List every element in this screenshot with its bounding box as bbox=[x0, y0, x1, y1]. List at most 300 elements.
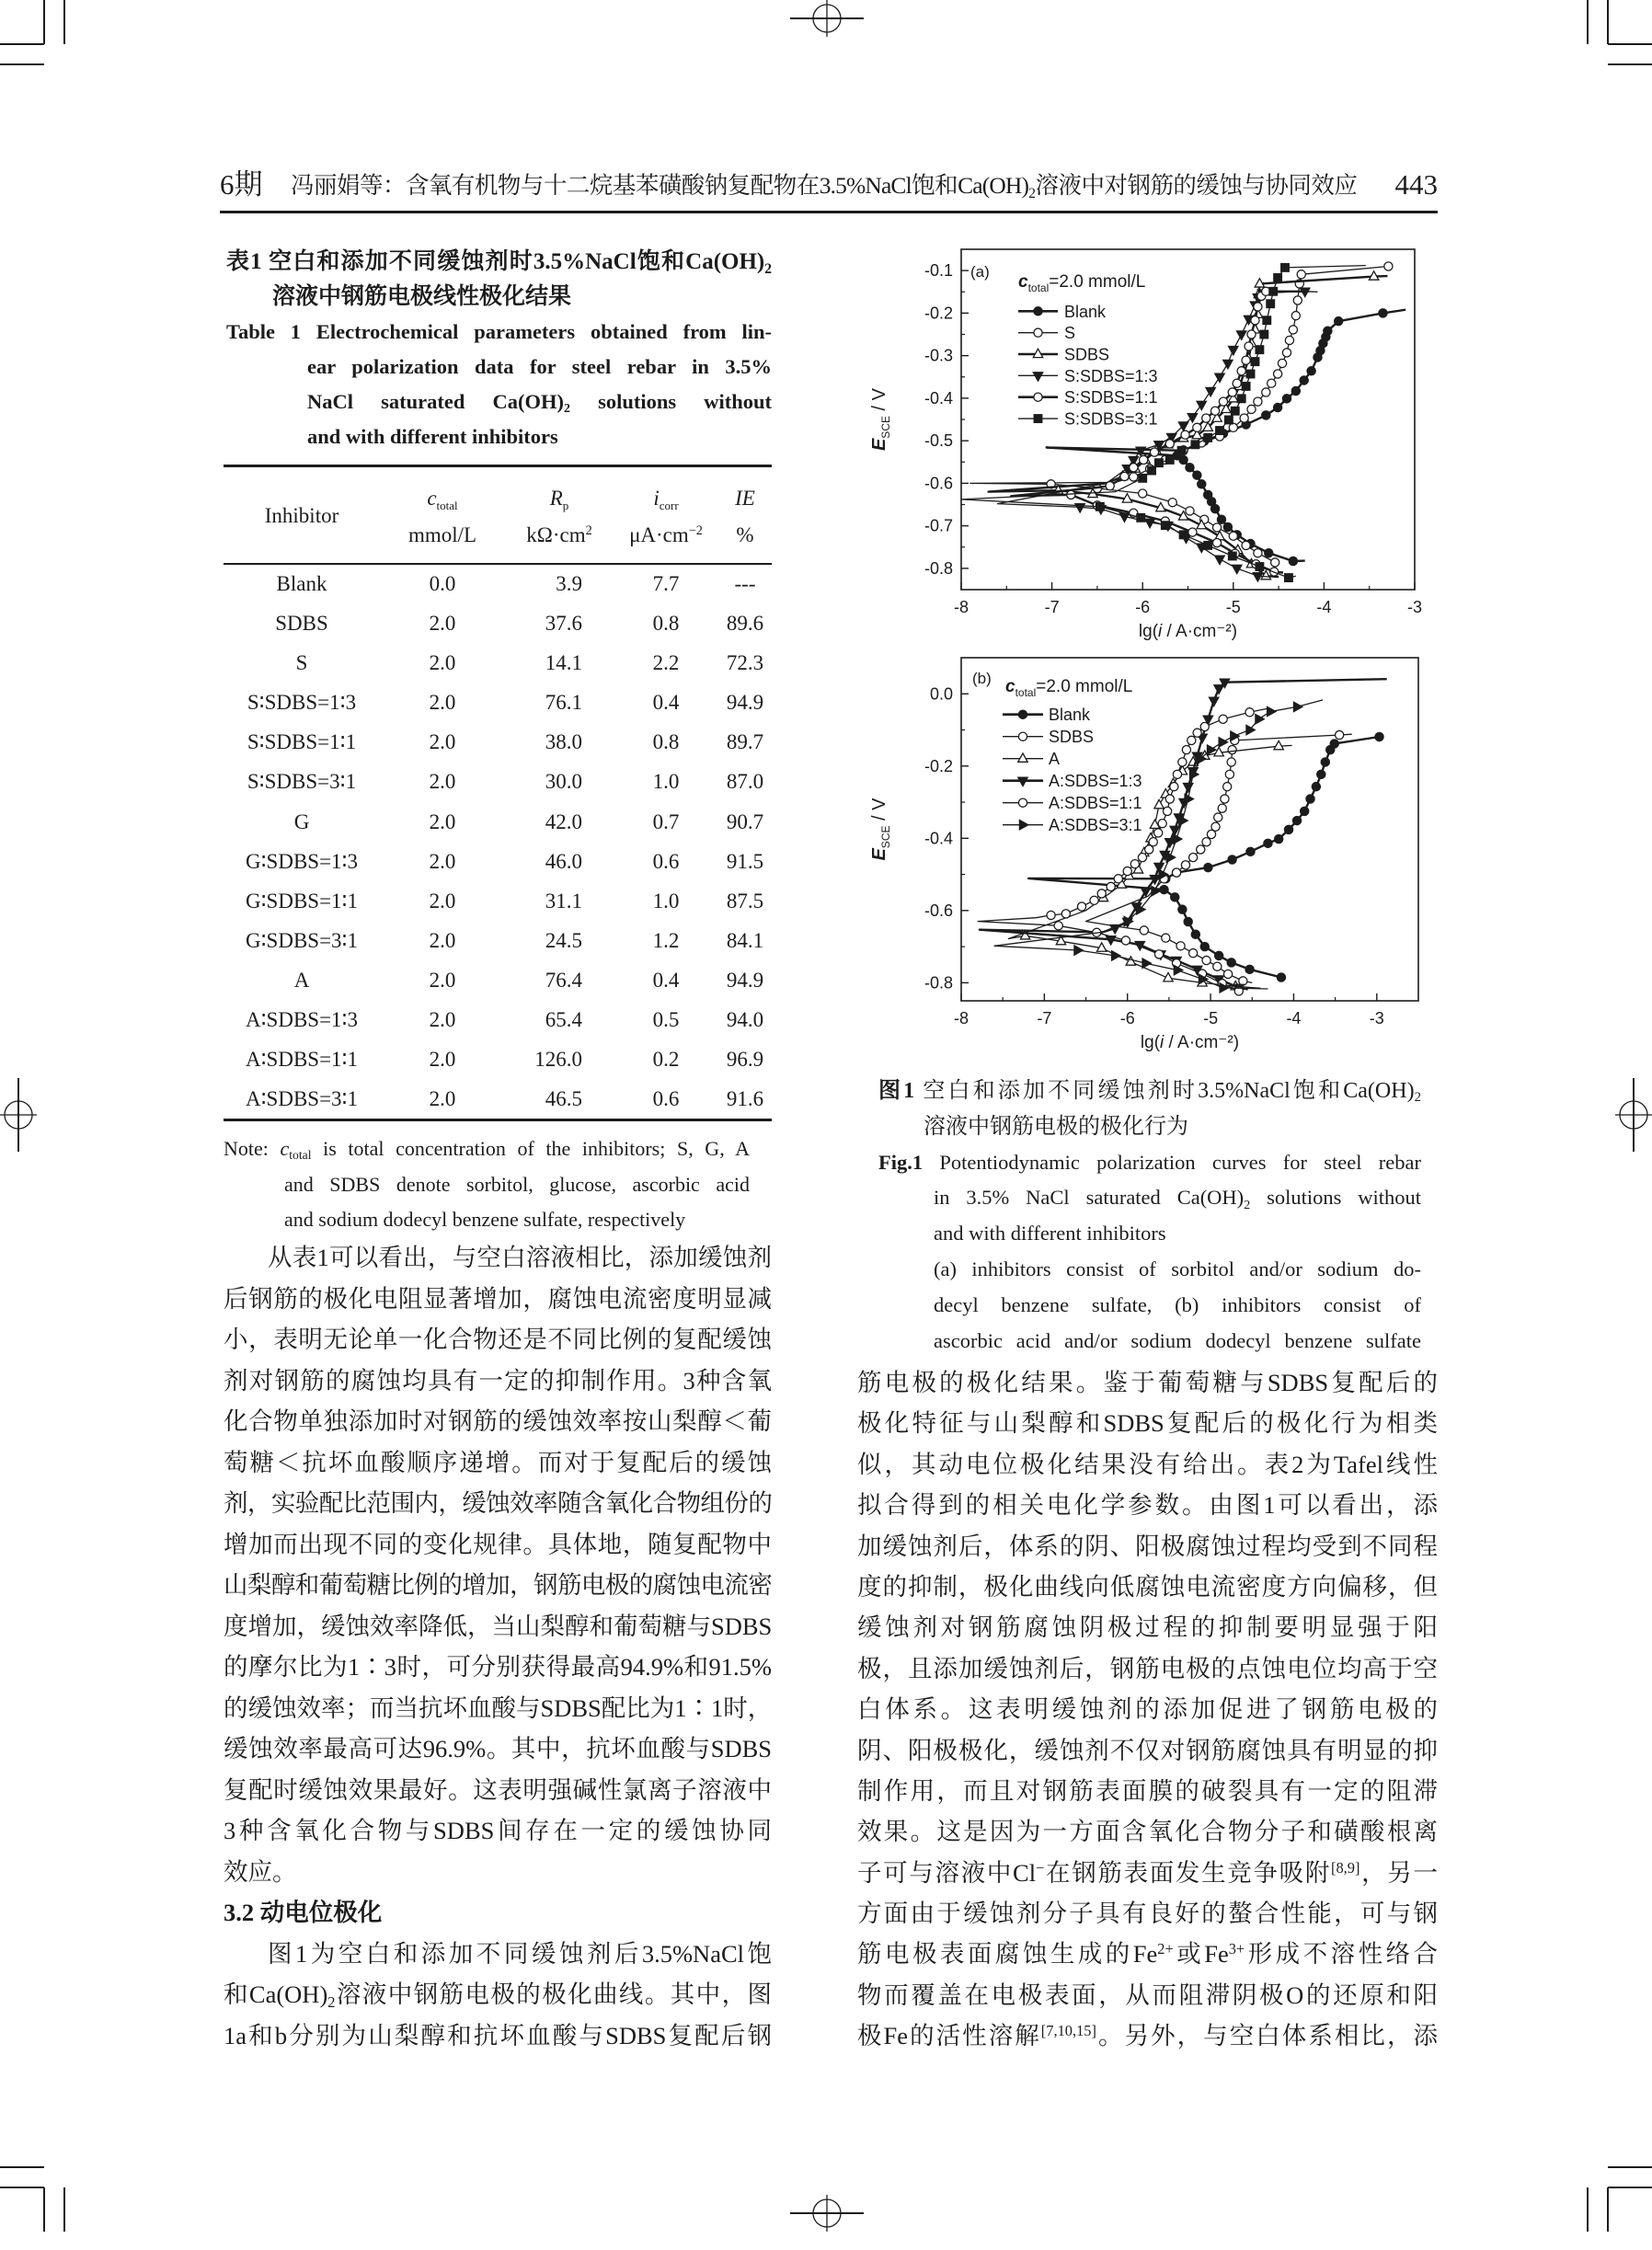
table-caption bbox=[226, 245, 772, 454]
label-part: lg( bbox=[1138, 622, 1159, 641]
circle-marker-icon bbox=[1274, 370, 1282, 378]
subscript: total bbox=[289, 1148, 312, 1163]
table-bottom-rule bbox=[224, 1119, 772, 1121]
circle-marker-icon bbox=[1181, 861, 1189, 869]
body-line: 复配时缓蚀效果最好。这表明强碱性氯离子溶液中 bbox=[224, 1775, 772, 1804]
text-segment: 和Ca(OH) bbox=[224, 1980, 328, 2008]
cell-rp: 76.4 bbox=[545, 968, 582, 992]
label-part: =2.0 mmol/L bbox=[1036, 677, 1133, 696]
circle-marker-icon bbox=[1018, 732, 1027, 740]
triangle-down-marker-icon bbox=[1214, 685, 1223, 694]
subscript: 2 bbox=[1244, 1198, 1251, 1212]
header-icorr-unit bbox=[614, 517, 718, 554]
header-inhibitor: Inhibitor bbox=[264, 504, 339, 527]
triangle-down-marker-icon bbox=[1033, 373, 1042, 381]
cell-c-total: 0.0 bbox=[429, 572, 456, 595]
y-tick-label: -0.4 bbox=[924, 388, 953, 408]
cell-inhibitor: A∶SDBS=1∶1 bbox=[245, 1048, 359, 1072]
figure-label: 图1 bbox=[878, 1079, 915, 1103]
superscript: −2 bbox=[688, 523, 703, 539]
citation: [7,10,15] bbox=[1040, 2022, 1096, 2040]
table-row bbox=[224, 802, 772, 842]
label-part: / V bbox=[869, 798, 889, 826]
square-marker-icon bbox=[1285, 574, 1293, 582]
square-marker-icon bbox=[1034, 415, 1042, 423]
circle-marker-icon bbox=[1198, 480, 1206, 488]
header-rp-unit bbox=[505, 517, 614, 554]
circle-marker-icon bbox=[1150, 448, 1158, 456]
cell-icorr: 7.7 bbox=[652, 572, 680, 595]
circle-marker-icon bbox=[1254, 549, 1262, 557]
cell-rp: 37.6 bbox=[545, 612, 582, 636]
circle-marker-icon bbox=[1227, 758, 1235, 766]
subscript: 2 bbox=[327, 1992, 336, 2011]
circle-marker-icon bbox=[1186, 507, 1194, 515]
cell-ie: 94.9 bbox=[726, 691, 764, 715]
square-marker-icon bbox=[1260, 330, 1268, 339]
citation: [8,9] bbox=[1331, 1858, 1360, 1877]
body-line: 剂，实验配比范围内，缓蚀效率随含氧化合物组份的 bbox=[224, 1489, 772, 1517]
caption-line: 溶液中钢筋电极线性极化结果 bbox=[272, 284, 572, 309]
text-segment: 子可与溶液中Cl bbox=[857, 1858, 1037, 1887]
superscript: − bbox=[1036, 1858, 1045, 1877]
cell-c-total: 2.0 bbox=[429, 928, 456, 952]
circle-marker-icon bbox=[1271, 558, 1279, 567]
series-line-s-sdbs-1-3 bbox=[997, 292, 1317, 577]
square-marker-icon bbox=[1162, 522, 1170, 530]
y-axis-label bbox=[869, 387, 892, 451]
crop-mark bbox=[1607, 2187, 1609, 2232]
symbol: c bbox=[427, 487, 437, 510]
registration-mark-icon bbox=[0, 1078, 55, 1152]
square-marker-icon bbox=[1281, 264, 1290, 272]
circle-marker-icon bbox=[1067, 490, 1075, 499]
circle-marker-icon bbox=[1140, 455, 1148, 464]
legend-label: S:SDBS=3:1 bbox=[1064, 409, 1158, 429]
text-segment: NaCl saturated Ca(OH) bbox=[307, 390, 564, 413]
body-text-right-column bbox=[857, 1362, 1438, 2057]
body-line: 似，其动电位极化结果没有给出。表2为Tafel线性 bbox=[857, 1450, 1438, 1478]
x-axis-label bbox=[1139, 622, 1237, 641]
circle-marker-icon bbox=[1247, 405, 1256, 413]
label-part: c bbox=[1018, 272, 1028, 292]
circle-marker-icon bbox=[1245, 342, 1253, 350]
circle-marker-icon bbox=[1120, 472, 1129, 480]
body-line: 剂对钢筋的腐蚀均具有一定的抑制作用。3种含氧 bbox=[224, 1366, 772, 1395]
circle-marker-icon bbox=[1214, 813, 1222, 821]
x-tick-label: -4 bbox=[1286, 1009, 1302, 1027]
circle-marker-icon bbox=[1245, 965, 1254, 973]
circle-marker-icon bbox=[1204, 864, 1212, 872]
legend-item bbox=[1018, 410, 1158, 429]
body-line: 图1为空白和添加不同缓蚀剂后3.5%NaCl饱 bbox=[268, 1939, 772, 1968]
circle-marker-icon bbox=[1034, 307, 1042, 316]
cell-icorr: 0.4 bbox=[652, 968, 680, 992]
triangle-down-marker-icon bbox=[1215, 556, 1224, 564]
y-tick-label: -0.4 bbox=[924, 829, 953, 848]
x-axis-label bbox=[1141, 1033, 1239, 1052]
circle-marker-icon bbox=[1034, 393, 1042, 401]
circle-marker-icon bbox=[1213, 962, 1222, 970]
circle-marker-icon bbox=[1336, 730, 1344, 739]
legend-label: A:SDBS=3:1 bbox=[1049, 816, 1142, 835]
x-tick-label: -7 bbox=[1044, 598, 1060, 616]
table-header bbox=[224, 467, 772, 563]
caption-line: and with different inhibitors bbox=[934, 1222, 1166, 1246]
text-segment: 表1 空白和添加不同缓蚀剂时3.5%NaCl饱和Ca(OH) bbox=[226, 249, 765, 274]
circle-marker-icon bbox=[1264, 839, 1272, 847]
plot-area bbox=[978, 679, 1387, 995]
cell-c-total: 2.0 bbox=[429, 691, 456, 715]
crop-mark bbox=[1587, 0, 1589, 44]
polarization-chart-a bbox=[855, 235, 1444, 649]
circle-marker-icon bbox=[1097, 890, 1106, 898]
circle-marker-icon bbox=[1211, 822, 1220, 831]
x-tick-label: -7 bbox=[1037, 1009, 1052, 1027]
circle-marker-icon bbox=[1202, 956, 1210, 964]
circle-marker-icon bbox=[1188, 528, 1197, 536]
cell-inhibitor: S∶SDBS=1∶3 bbox=[247, 691, 357, 715]
x-tick-label: -5 bbox=[1203, 1009, 1219, 1027]
circle-marker-icon bbox=[1229, 532, 1237, 540]
text-segment: 空白和添加不同缓蚀剂时3.5%NaCl饱和Ca(OH) bbox=[914, 1079, 1415, 1103]
y-tick-label: -0.7 bbox=[924, 516, 953, 535]
body-line bbox=[857, 2015, 1438, 2056]
triangle-down-marker-icon bbox=[1215, 373, 1224, 382]
crop-mark bbox=[0, 2187, 44, 2188]
legend-label: SDBS bbox=[1049, 728, 1095, 747]
cell-c-total: 2.0 bbox=[429, 770, 456, 794]
x-tick-label: -8 bbox=[953, 598, 969, 616]
label-part: i bbox=[1160, 1033, 1164, 1052]
square-marker-icon bbox=[1179, 531, 1187, 539]
cell-inhibitor: Blank bbox=[276, 572, 327, 595]
body-line: 效果。这是因为一方面含氧化合物分子和磺酸根离 bbox=[857, 1818, 1438, 1846]
figure-caption bbox=[878, 1073, 1421, 1359]
body-line: 萄糖＜抗坏血酸顺序递增。而对于复配后的缓蚀 bbox=[224, 1448, 772, 1476]
circle-marker-icon bbox=[1262, 411, 1270, 419]
circle-marker-icon bbox=[1242, 541, 1250, 549]
circle-marker-icon bbox=[1289, 557, 1297, 565]
header-icorr bbox=[614, 480, 718, 517]
table-row bbox=[224, 762, 772, 801]
cell-inhibitor: A∶SDBS=3∶1 bbox=[245, 1087, 359, 1111]
cell-inhibitor: G∶SDBS=1∶3 bbox=[245, 849, 359, 873]
text-segment: in 3.5% NaCl saturated Ca(OH) bbox=[934, 1186, 1245, 1210]
caption-line: 溶液中钢筋电极的极化行为 bbox=[924, 1114, 1188, 1139]
circle-marker-icon bbox=[1225, 770, 1233, 778]
cell-ie: 84.1 bbox=[726, 928, 764, 952]
body-line: 加缓蚀剂后，体系的阴、阳极腐蚀过程均受到不同程 bbox=[857, 1532, 1438, 1560]
circle-marker-icon bbox=[1242, 356, 1250, 364]
body-line: 拟合得到的相关电化学参数。由图1可以看出，添 bbox=[857, 1491, 1438, 1520]
caption-line: ear polarization data for steel rebar in 3.5% bbox=[307, 355, 772, 378]
circle-marker-icon bbox=[1189, 949, 1198, 958]
y-tick-label: -0.1 bbox=[924, 261, 953, 281]
caption-line: (a) inhibitors consist of sorbitol and/or sodium do- bbox=[934, 1257, 1421, 1280]
circle-marker-icon bbox=[1197, 845, 1205, 854]
label-part: SCE bbox=[879, 415, 892, 439]
triangle-right-marker-icon bbox=[1137, 904, 1145, 913]
series-line-a-sdbs-3-1 bbox=[994, 700, 1323, 989]
circle-marker-icon bbox=[1160, 885, 1168, 893]
circle-marker-icon bbox=[1223, 970, 1232, 978]
y-tick-label: -0.2 bbox=[924, 756, 953, 775]
cell-icorr: 0.6 bbox=[652, 849, 680, 873]
chart-annotation bbox=[1018, 272, 1145, 294]
body-line: 山梨醇和葡萄糖比例的增加，钢筋电极的腐蚀电流密 bbox=[224, 1571, 772, 1599]
square-marker-icon bbox=[1246, 370, 1255, 378]
cell-icorr: 0.2 bbox=[652, 1048, 680, 1072]
cell-rp: 38.0 bbox=[545, 730, 582, 754]
text-segment: 在钢筋表面发生竞争吸附 bbox=[1044, 1858, 1331, 1887]
square-marker-icon bbox=[1231, 407, 1239, 415]
crop-mark bbox=[1608, 63, 1652, 65]
circle-marker-icon bbox=[1162, 934, 1170, 942]
label-part: total bbox=[1015, 686, 1037, 699]
y-tick-label: -0.2 bbox=[924, 304, 953, 323]
subscript: 2 bbox=[764, 260, 772, 277]
circle-marker-icon bbox=[1202, 838, 1210, 846]
square-marker-icon bbox=[1225, 416, 1233, 424]
legend-item bbox=[1003, 750, 1060, 768]
cell-rp: 76.1 bbox=[545, 691, 582, 715]
legend-label: S:SDBS=1:3 bbox=[1064, 366, 1158, 385]
crop-mark bbox=[43, 0, 45, 44]
circle-marker-icon bbox=[1193, 729, 1201, 737]
text-segment: 溶液中钢筋电极的极化曲线。其中，图 bbox=[335, 1980, 772, 2008]
body-line: 后钢筋的极化电阻显著增加，腐蚀电流密度明显减 bbox=[224, 1284, 772, 1313]
figure-label: Fig.1 bbox=[878, 1150, 924, 1174]
cell-c-total: 2.0 bbox=[429, 968, 456, 992]
series-line-a-sdbs-1-1 bbox=[978, 708, 1268, 991]
circle-marker-icon bbox=[1158, 820, 1166, 828]
table-row bbox=[224, 881, 772, 921]
circle-marker-icon bbox=[1274, 403, 1282, 411]
square-marker-icon bbox=[1204, 434, 1212, 442]
circle-marker-icon bbox=[1193, 423, 1201, 431]
square-marker-icon bbox=[1165, 456, 1174, 465]
legend-item bbox=[1018, 388, 1158, 407]
cell-inhibitor: G∶SDBS=1∶1 bbox=[245, 889, 359, 913]
note-line: and SDBS denote sorbitol, glucose, ascorbic acid bbox=[284, 1172, 750, 1196]
circle-marker-icon bbox=[1246, 847, 1255, 855]
label-part: total bbox=[1027, 281, 1050, 294]
label-part: / V bbox=[869, 387, 889, 416]
crop-mark bbox=[63, 2187, 65, 2232]
text-segment: 极Fe的活性溶解 bbox=[857, 2022, 1041, 2050]
superscript: 2 bbox=[585, 523, 592, 539]
x-tick-label: -6 bbox=[1119, 1009, 1135, 1027]
x-tick-label: -5 bbox=[1225, 598, 1241, 616]
cell-c-total: 2.0 bbox=[429, 889, 456, 913]
text-segment: ，另一 bbox=[1359, 1858, 1439, 1887]
caption-line: Table 1 Electrochemical parameters obtained from lin- bbox=[226, 320, 772, 343]
circle-marker-icon bbox=[1191, 930, 1199, 938]
cell-ie: 94.0 bbox=[726, 1008, 764, 1032]
legend-item bbox=[1018, 324, 1075, 342]
cell-rp: 65.4 bbox=[545, 1008, 582, 1032]
triangle-up-marker-icon bbox=[1018, 753, 1027, 762]
cell-ie: 91.5 bbox=[726, 849, 764, 873]
circle-marker-icon bbox=[1138, 854, 1146, 862]
circle-marker-icon bbox=[1285, 336, 1293, 344]
circle-marker-icon bbox=[1077, 902, 1085, 911]
circle-marker-icon bbox=[1172, 868, 1180, 877]
cell-inhibitor: A bbox=[293, 968, 310, 992]
circle-marker-icon bbox=[1282, 395, 1291, 403]
label-part: E bbox=[869, 438, 889, 452]
square-marker-icon bbox=[1148, 466, 1156, 475]
text-segment: solutions without bbox=[569, 390, 772, 413]
crop-mark bbox=[63, 0, 65, 44]
square-marker-icon bbox=[1263, 316, 1271, 325]
cell-ie: 94.9 bbox=[726, 968, 764, 992]
cell-inhibitor: A∶SDBS=1∶3 bbox=[245, 1008, 359, 1032]
y-axis-label bbox=[869, 798, 892, 861]
triangle-down-marker-icon bbox=[1187, 414, 1197, 422]
body-line: 化合物单独添加时对钢筋的缓蚀效率按山梨醇＜葡 bbox=[224, 1407, 772, 1435]
body-line: 1a和b分别为山梨醇和抗坏血酸与SDBS复配后钢 bbox=[224, 2021, 772, 2049]
page-number: 443 bbox=[1394, 168, 1438, 201]
circle-marker-icon bbox=[1204, 490, 1212, 499]
circle-marker-icon bbox=[1297, 270, 1305, 279]
triangle-down-marker-icon bbox=[1229, 347, 1238, 355]
circle-marker-icon bbox=[1123, 867, 1131, 875]
cell-rp: 30.0 bbox=[545, 770, 582, 794]
note-line: and sodium dodecyl benzene sulfate, respectively bbox=[284, 1208, 686, 1231]
chart-legend bbox=[1018, 303, 1158, 429]
table-row bbox=[224, 643, 772, 683]
body-line: 极，且添加缓蚀剂后，钢筋电极的点蚀电位均高于空 bbox=[857, 1654, 1438, 1682]
table-row bbox=[224, 603, 772, 643]
cell-c-total: 2.0 bbox=[429, 651, 456, 675]
circle-marker-icon bbox=[1114, 875, 1122, 883]
plot-frame bbox=[961, 658, 1418, 1001]
panel-label: (b) bbox=[972, 670, 992, 687]
cell-inhibitor: S∶SDBS=1∶1 bbox=[247, 730, 357, 754]
text-segment: Potentiodynamic polarization curves for steel rebar bbox=[923, 1150, 1421, 1174]
triangle-right-marker-icon bbox=[1019, 821, 1027, 830]
legend-label: S bbox=[1064, 324, 1076, 343]
circle-marker-icon bbox=[1223, 522, 1232, 531]
cell-ie: 96.9 bbox=[726, 1048, 764, 1072]
circle-marker-icon bbox=[1171, 893, 1179, 901]
cell-rp: 46.0 bbox=[545, 849, 582, 873]
circle-marker-icon bbox=[1178, 758, 1187, 766]
circle-marker-icon bbox=[1130, 473, 1138, 481]
legend-item bbox=[1003, 794, 1142, 812]
series-markers-s-sdbs-1-3 bbox=[1075, 288, 1310, 581]
circle-marker-icon bbox=[1173, 770, 1181, 778]
circle-marker-icon bbox=[1312, 783, 1320, 791]
body-line: 阴、阳极极化，缓蚀剂不仅对钢筋腐蚀具有明显的抑 bbox=[857, 1736, 1438, 1764]
label-part: / A·cm⁻²) bbox=[1162, 622, 1238, 641]
circle-marker-icon bbox=[1284, 825, 1292, 833]
table-row bbox=[224, 960, 772, 1000]
circle-marker-icon bbox=[1164, 807, 1172, 815]
square-marker-icon bbox=[1256, 346, 1264, 354]
cell-ie: 91.6 bbox=[726, 1087, 764, 1111]
circle-marker-icon bbox=[1121, 936, 1130, 945]
body-line: 筋电极的极化结果。鉴于葡萄糖与SDBS复配后的 bbox=[857, 1369, 1438, 1396]
body-line bbox=[224, 1974, 772, 2015]
issue-number: 6期 bbox=[220, 168, 263, 201]
circle-marker-icon bbox=[1375, 732, 1383, 740]
circle-marker-icon bbox=[1170, 783, 1178, 791]
crop-mark bbox=[0, 63, 44, 65]
header-c-total bbox=[380, 480, 505, 517]
cell-rp: 3.9 bbox=[556, 572, 582, 595]
cell-ie: 89.7 bbox=[726, 730, 764, 754]
note-line bbox=[224, 1131, 750, 1167]
label-part: E bbox=[869, 848, 889, 861]
legend-item bbox=[1003, 706, 1091, 724]
triangle-up-marker-icon bbox=[1154, 799, 1164, 808]
y-tick-label: 0.0 bbox=[929, 684, 953, 704]
circle-marker-icon bbox=[1219, 715, 1227, 723]
triangle-down-marker-icon bbox=[1210, 697, 1219, 706]
body-line: 极化特征与山梨醇和SDBS复配后的极化行为相类 bbox=[857, 1409, 1438, 1438]
body-line: 缓蚀效率最高可达96.9%。其中，抗坏血酸与SDBS bbox=[224, 1735, 772, 1762]
circle-marker-icon bbox=[1107, 882, 1115, 890]
square-marker-icon bbox=[1251, 358, 1259, 366]
circle-marker-icon bbox=[1130, 860, 1139, 868]
body-line bbox=[857, 1853, 1438, 1893]
circle-marker-icon bbox=[1254, 397, 1262, 406]
symbol: R bbox=[549, 487, 563, 510]
legend-label: A bbox=[1049, 750, 1061, 769]
circle-marker-icon bbox=[1186, 464, 1194, 472]
crop-mark bbox=[1608, 2187, 1652, 2188]
circle-marker-icon bbox=[1047, 911, 1055, 919]
x-tick-label: -4 bbox=[1316, 598, 1332, 616]
cell-rp: 24.5 bbox=[545, 928, 582, 952]
circle-marker-icon bbox=[1215, 951, 1223, 959]
square-marker-icon bbox=[1242, 383, 1250, 391]
cell-c-total: 2.0 bbox=[429, 849, 456, 873]
legend-item bbox=[1003, 728, 1094, 746]
cell-icorr: 0.8 bbox=[652, 612, 680, 636]
legend-item bbox=[1003, 816, 1142, 834]
circle-marker-icon bbox=[1275, 835, 1283, 844]
unit: μA·cm bbox=[629, 523, 689, 546]
square-marker-icon bbox=[1269, 287, 1278, 295]
cell-rp: 31.1 bbox=[545, 889, 582, 913]
circle-marker-icon bbox=[1200, 943, 1209, 951]
cell-icorr: 0.7 bbox=[652, 809, 680, 833]
square-marker-icon bbox=[1204, 542, 1212, 550]
caption-line bbox=[226, 245, 772, 280]
x-tick-label: -3 bbox=[1406, 598, 1423, 616]
running-title bbox=[291, 168, 1357, 203]
crop-mark bbox=[43, 2187, 45, 2232]
circle-marker-icon bbox=[1384, 262, 1393, 270]
text-segment: 或Fe bbox=[1173, 1940, 1229, 1969]
circle-marker-icon bbox=[1335, 317, 1343, 326]
y-tick-label: -0.5 bbox=[924, 431, 953, 451]
body-line: 物而覆盖在电极表面，从而阻滞阴极O的还原和阳 bbox=[857, 1980, 1438, 2009]
circle-marker-icon bbox=[1154, 829, 1163, 837]
unit: kΩ·cm bbox=[526, 523, 586, 546]
cell-ie: 89.6 bbox=[726, 612, 764, 636]
cell-c-total: 2.0 bbox=[429, 1008, 456, 1032]
symbol: i bbox=[653, 487, 660, 510]
square-marker-icon bbox=[1177, 446, 1186, 454]
crop-mark bbox=[1607, 0, 1609, 44]
crop-mark bbox=[1587, 2187, 1589, 2232]
caption-line: ascorbic acid and/or sodium dodecyl benzene sulfate bbox=[934, 1328, 1421, 1352]
